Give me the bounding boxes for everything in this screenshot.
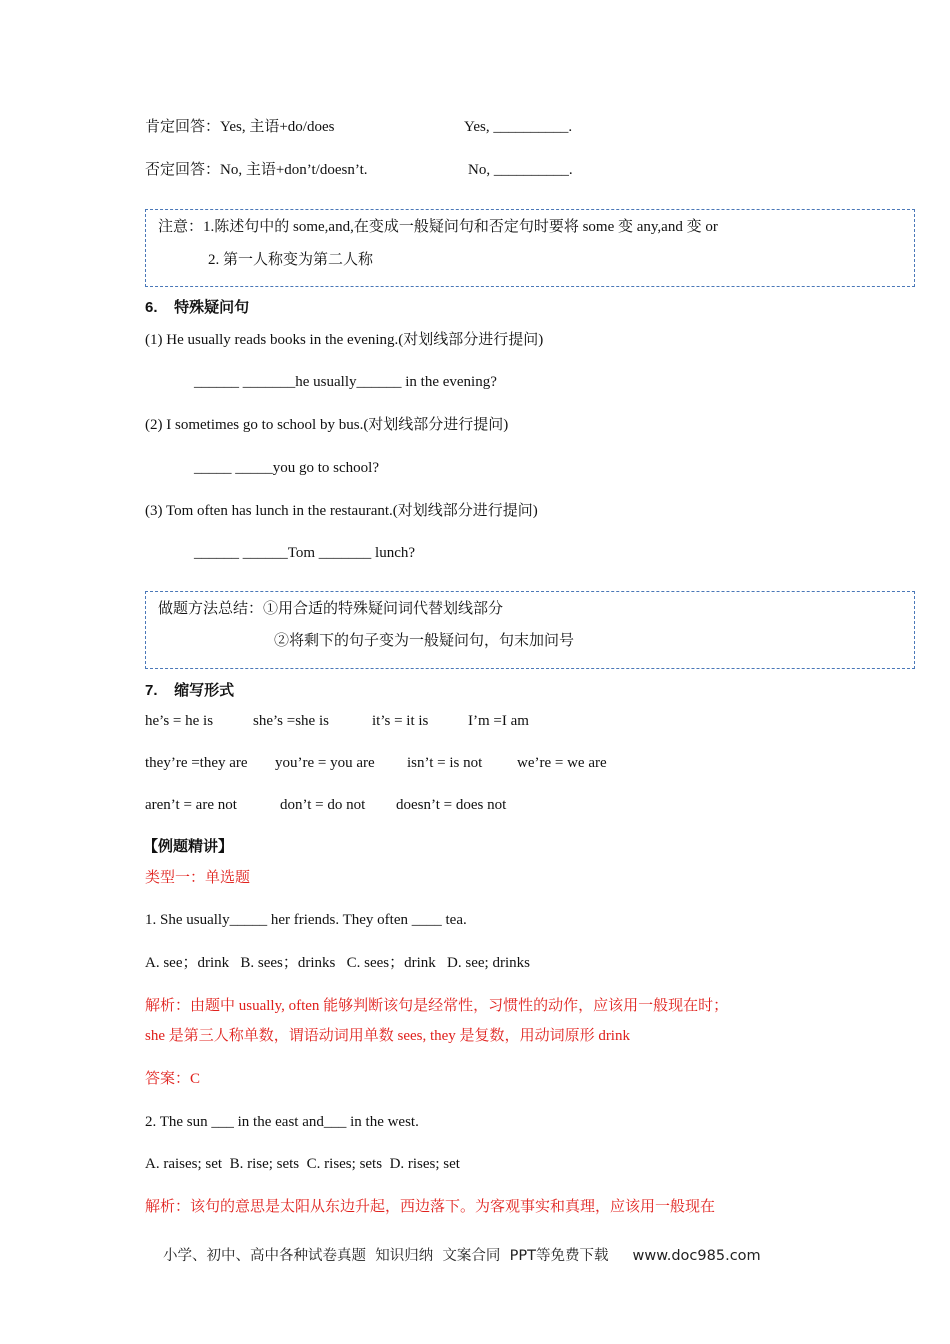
question-1: (1) He usually reads books in the evening.(对划线部分进行提问) xyxy=(145,332,544,348)
affirmative-answer-rule: 肯定回答：Yes, 主语+do/does xyxy=(145,119,335,135)
affirmative-answer-blank: Yes, __________. xyxy=(464,119,573,135)
example-question-2: 2. The sun ___ in the east and___ in the west. xyxy=(145,1114,419,1130)
type-1-label: 类型一：单选题 xyxy=(145,870,251,886)
answer-3-blanks: ______ ______Tom _______ lunch? xyxy=(194,545,416,561)
contraction-item: I’m =I am xyxy=(468,713,529,729)
negative-answer-rule: 否定回答：No, 主语+don’t/doesn’t. xyxy=(145,162,368,178)
method-summary-box xyxy=(145,591,915,669)
examples-heading: 【例题精讲】 xyxy=(143,838,234,855)
example-options-1: A. see；drink B. sees；drinks C. sees；drink D. see; drinks xyxy=(145,955,530,971)
method-line-1: 做题方法总结：①用合适的特殊疑问词代替划线部分 xyxy=(158,601,504,617)
contraction-item: aren’t = are not xyxy=(145,797,237,813)
answer-1-blanks: ______ _______he usually______ in the evening? xyxy=(194,374,497,390)
method-line-2: ②将剩下的句子变为一般疑问句，句末加问号 xyxy=(274,633,575,649)
analysis-1-line-2: she 是第三人称单数，谓语动词用单数 sees, they 是复数，用动词原形 drink xyxy=(145,1028,630,1044)
answer-1: 答案：C xyxy=(145,1071,201,1087)
negative-answer-blank: No, __________. xyxy=(468,162,573,178)
contraction-item: you’re = you are xyxy=(275,755,375,771)
question-3: (3) Tom often has lunch in the restaurant.(对划线部分进行提问) xyxy=(145,503,538,519)
contraction-item: she’s =she is xyxy=(253,713,329,729)
contraction-item: don’t = do not xyxy=(280,797,366,813)
note-line-1: 注意：1.陈述句中的 some,and,在变成一般疑问句和否定句时要将 some 变 any,and 变 or xyxy=(158,219,718,235)
question-2: (2) I sometimes go to school by bus.(对划线部分进行提问) xyxy=(145,417,509,433)
section-7-heading: 7. 缩写形式 xyxy=(145,682,235,699)
example-options-2: A. raises; set B. rise; sets C. rises; sets D. rises; set xyxy=(145,1156,460,1172)
contraction-item: it’s = it is xyxy=(372,713,429,729)
contraction-item: he’s = he is xyxy=(145,713,214,729)
contraction-item: doesn’t = does not xyxy=(396,797,507,813)
contraction-item: isn’t = is not xyxy=(407,755,483,771)
footer xyxy=(163,1244,761,1265)
footer-url[interactable]: www.doc985.com xyxy=(632,1248,761,1264)
note-box xyxy=(145,209,915,287)
contraction-item: we’re = we are xyxy=(517,755,607,771)
section-6-heading: 6. 特殊疑问句 xyxy=(145,299,250,316)
analysis-2-line-1: 解析：该句的意思是太阳从东边升起，西边落下。为客观事实和真理，应该用一般现在 xyxy=(145,1199,716,1215)
analysis-1-line-1: 解析：由题中 usually, often 能够判断该句是经常性，习惯性的动作，应该用一般现在时； xyxy=(145,998,729,1014)
example-question-1: 1. She usually_____ her friends. They often ____ tea. xyxy=(145,912,467,928)
note-line-2: 2. 第一人称变为第二人称 xyxy=(208,252,374,268)
footer-text: 小学、初中、高中各种试卷真题 知识归纳 文案合同 PPT等免费下载 xyxy=(163,1248,609,1264)
contraction-item: they’re =they are xyxy=(145,755,248,771)
answer-2-blanks: _____ _____you go to school? xyxy=(194,460,379,476)
